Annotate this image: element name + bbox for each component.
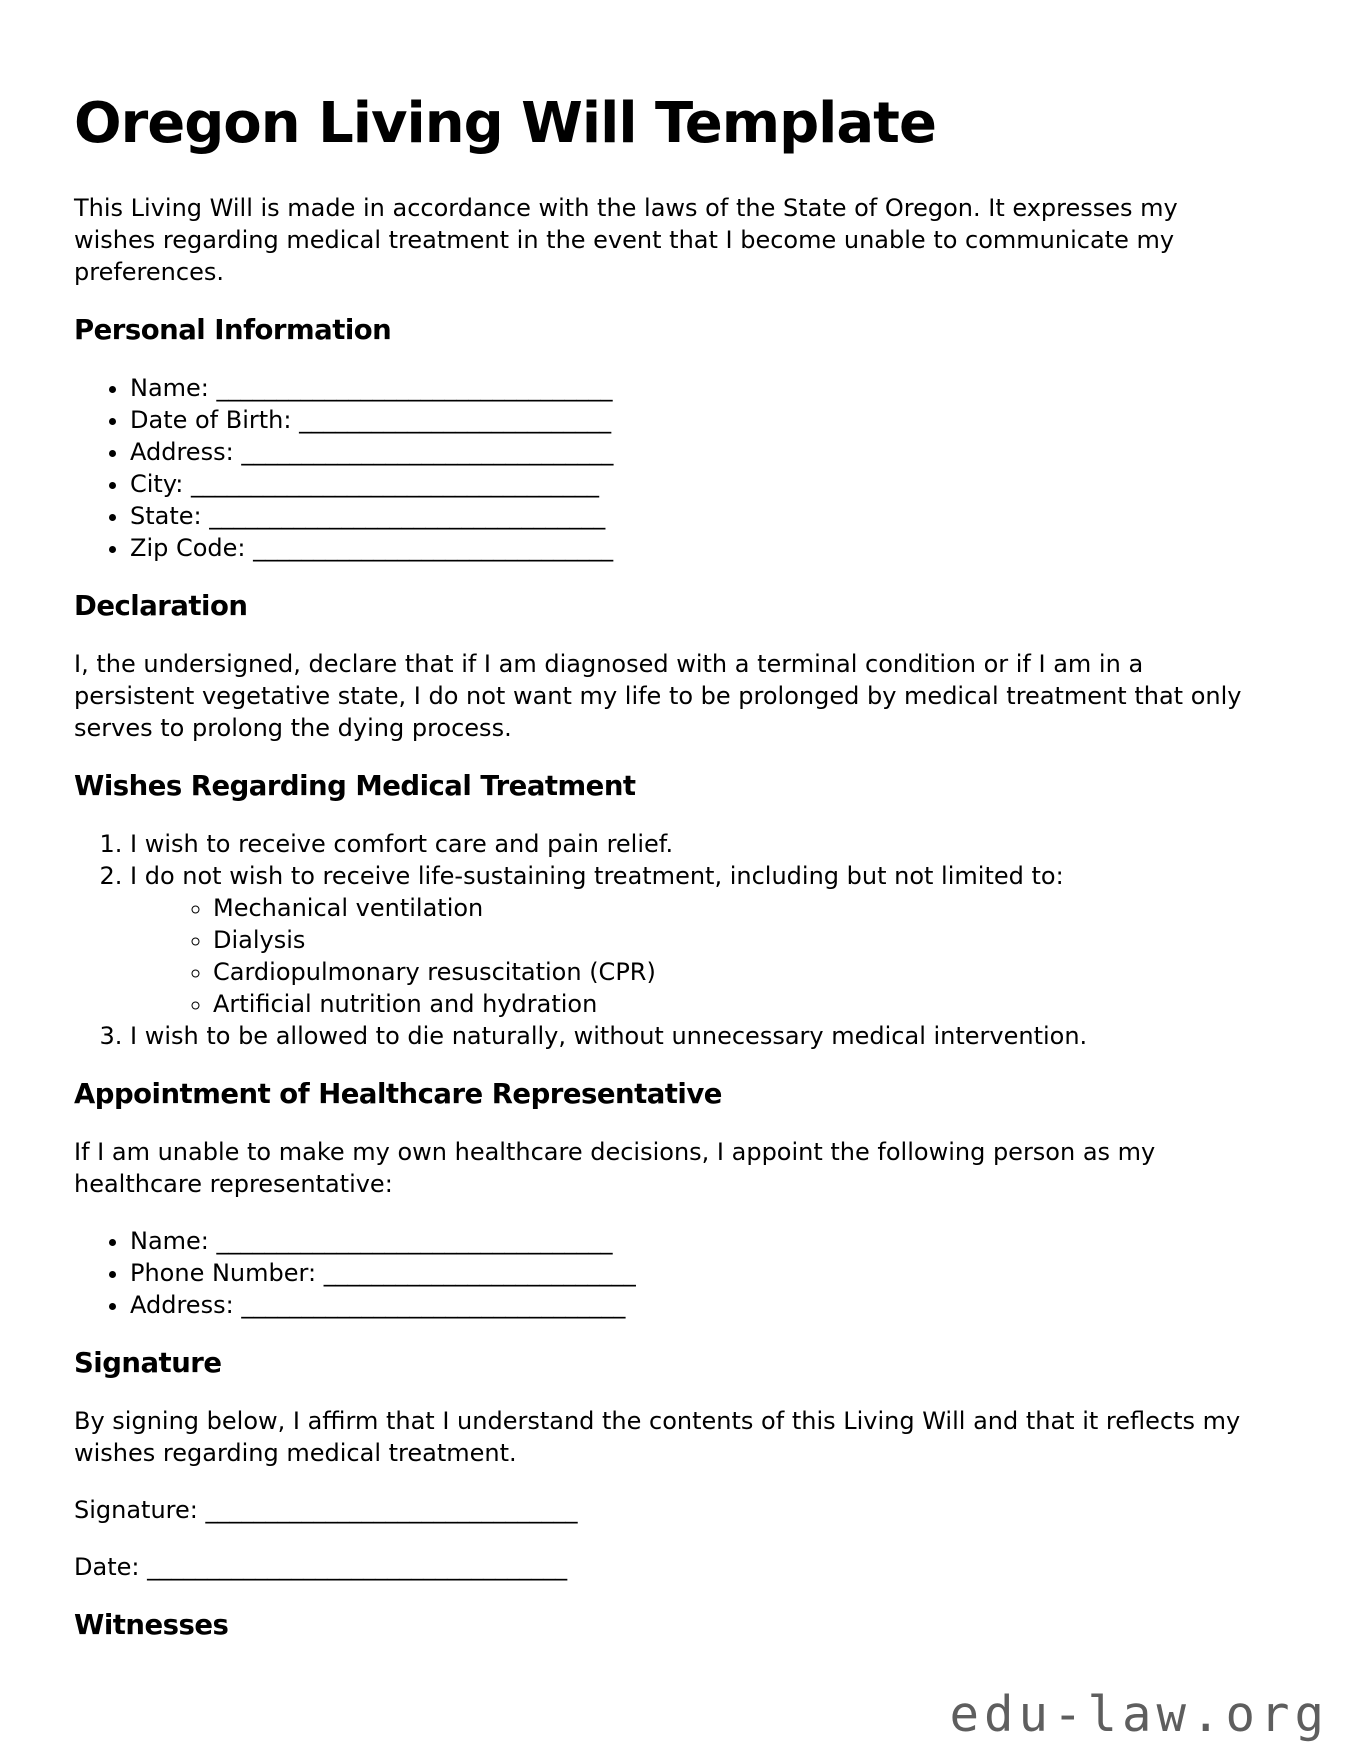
declaration-paragraph: I, the undersigned, declare that if I am diagnosed with a terminal condition or if I am in a persistent vegetative state, I do not want my life to be prolonged by medical treatment that only serves to prolong the dying process. — [74, 650, 1242, 742]
field-row-rep-name — [130, 1225, 1259, 1257]
watermark-brand: edu-law.org — [949, 1686, 1329, 1743]
field-label: Phone Number: — [130, 1259, 317, 1287]
date-line — [74, 1551, 1259, 1583]
heading-personal-information: Personal Information — [74, 314, 392, 346]
field-label: City: — [130, 470, 184, 498]
field-row-address — [130, 436, 1259, 468]
address-blank[interactable]: _______________________________ — [241, 438, 614, 466]
city-blank[interactable]: __________________________________ — [191, 470, 600, 498]
field-label: State: — [130, 502, 202, 530]
wish-item-3 — [130, 1020, 1259, 1052]
field-row-rep-address — [130, 1289, 1259, 1321]
heading-wishes: Wishes Regarding Medical Treatment — [74, 770, 636, 802]
rep-phone-blank[interactable]: __________________________ — [323, 1259, 636, 1287]
rep-address-blank[interactable]: ________________________________ — [241, 1291, 626, 1319]
field-row-date-of-birth — [130, 404, 1259, 436]
field-row-name — [130, 372, 1259, 404]
field-row-rep-phone — [130, 1257, 1259, 1289]
document-title: Oregon Living Will Template — [74, 91, 936, 156]
field-label: Address: — [130, 1291, 234, 1319]
field-row-state — [130, 500, 1259, 532]
state-blank[interactable]: _________________________________ — [209, 502, 606, 530]
field-label: Zip Code: — [130, 534, 246, 562]
heading-witnesses: Witnesses — [74, 1609, 229, 1641]
treatment-item-cpr: ◦ Cardiopulmonary resuscitation (CPR) — [213, 956, 1259, 988]
wish-item-2 — [130, 860, 1259, 1020]
personal-information-list — [74, 372, 1259, 564]
heading-declaration: Declaration — [74, 590, 248, 622]
treatment-item-artificial-nutrition: ◦ Artificial nutrition and hydration — [213, 988, 1259, 1020]
wish-text: I wish to receive comfort care and pain relief. — [130, 830, 674, 858]
field-row-city — [130, 468, 1259, 500]
zip-code-blank[interactable]: ______________________________ — [253, 534, 614, 562]
life-sustaining-treatment-list — [130, 892, 1259, 1020]
date-blank[interactable]: ___________________________________ — [147, 1553, 568, 1581]
heading-signature: Signature — [74, 1347, 222, 1379]
signature-blank[interactable]: _______________________________ — [205, 1496, 578, 1524]
signature-label: Signature: — [74, 1496, 198, 1524]
date-of-birth-blank[interactable]: __________________________ — [299, 406, 612, 434]
name-blank[interactable]: _________________________________ — [216, 374, 613, 402]
field-row-zip-code — [130, 532, 1259, 564]
field-label: Address: — [130, 438, 234, 466]
rep-name-blank[interactable]: _________________________________ — [216, 1227, 613, 1255]
intro-paragraph: This Living Will is made in accordance with the laws of the State of Oregon. It expresses my wishes regarding medical treatment in the event that I become unable to communicate my preferences. — [74, 194, 1178, 286]
field-label: Name: — [130, 1227, 209, 1255]
representative-fields-list — [74, 1225, 1259, 1321]
date-label: Date: — [74, 1553, 140, 1581]
field-label: Date of Birth: — [130, 406, 292, 434]
heading-appointment: Appointment of Healthcare Representative — [74, 1078, 722, 1110]
wish-text: I do not wish to receive life-sustaining treatment, including but not limited to: — [130, 862, 1064, 890]
signature-paragraph: By signing below, I affirm that I understand the contents of this Living Will and that it reflects my wishes regarding medical treatment. — [74, 1407, 1241, 1467]
wishes-list — [74, 828, 1259, 1052]
treatment-item-mechanical-ventilation: ◦ Mechanical ventilation — [213, 892, 1259, 924]
treatment-item-dialysis: ◦ Dialysis — [213, 924, 1259, 956]
appointment-paragraph: If I am unable to make my own healthcare decisions, I appoint the following person as my healthcare representative: — [74, 1138, 1156, 1198]
field-label: Name: — [130, 374, 209, 402]
wish-text: I wish to be allowed to die naturally, without unnecessary medical intervention. — [130, 1022, 1088, 1050]
wish-item-1 — [130, 828, 1259, 860]
signature-line — [74, 1494, 1259, 1526]
